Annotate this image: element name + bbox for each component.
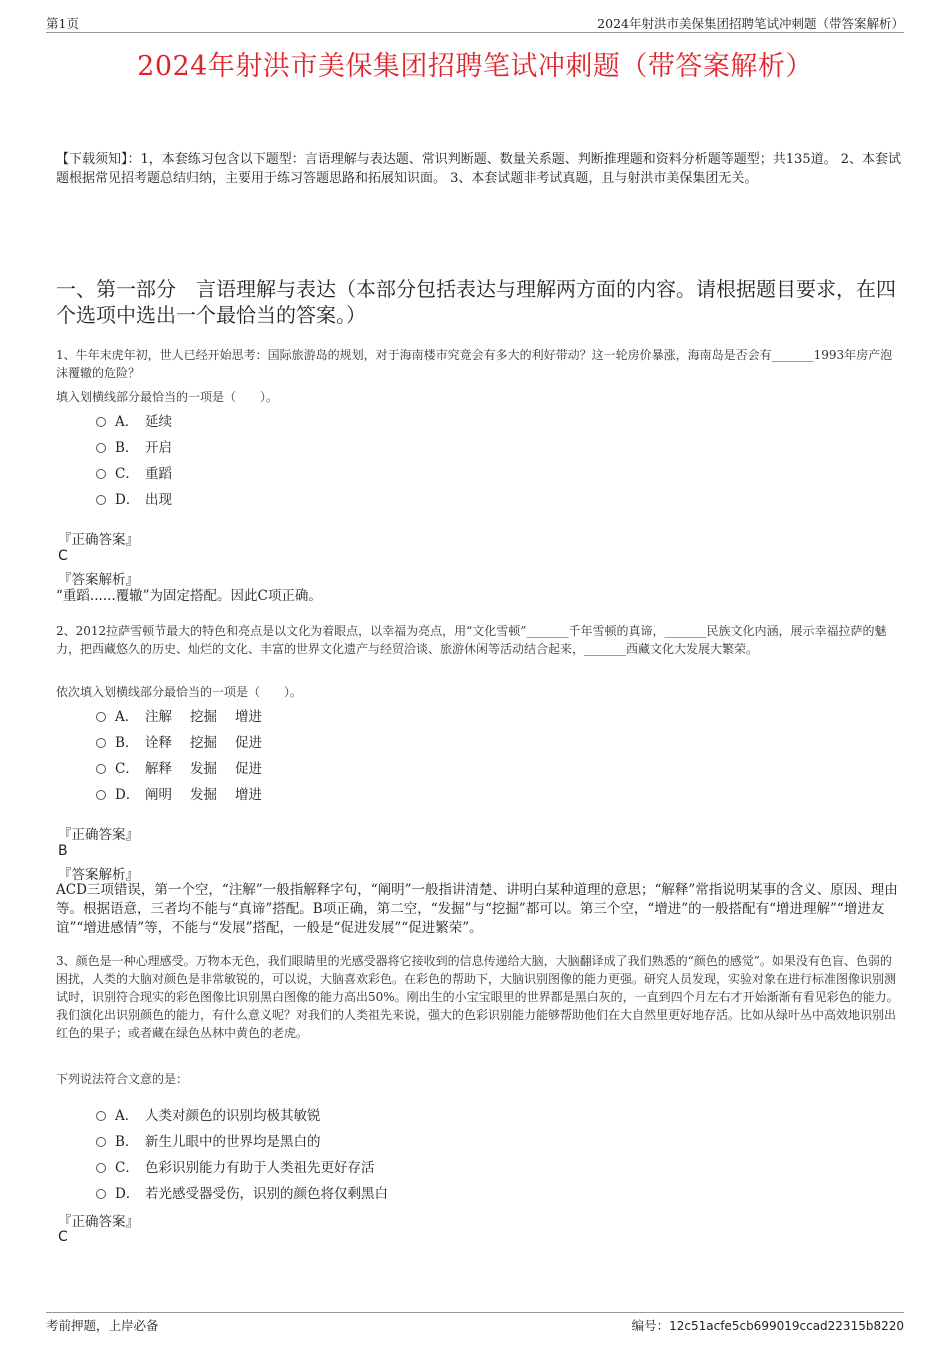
explanation-label: 『答案解析』 xyxy=(58,867,139,883)
page-number: 第1页 xyxy=(46,16,79,31)
answer-value: B xyxy=(58,843,68,859)
page-footer xyxy=(46,1312,904,1333)
question-3 xyxy=(56,952,902,1042)
option-a[interactable]: A． 人类对颜色的识别均极其敏锐 xyxy=(96,1104,321,1124)
option-c[interactable]: C． 重蹈 xyxy=(96,462,172,482)
option-d[interactable]: D． 出现 xyxy=(96,488,172,508)
answer-value: C xyxy=(58,1229,68,1245)
radio-icon[interactable] xyxy=(96,1111,106,1121)
explanation-text: ACD三项错误，第一个空，“注解”一般指解释字句，“阐明”一般指讲清楚、讲明白某种道理的意思；“解释”常指说明某事的含义、原因、理由等。根据语意，三者均不能与“真谛”搭配。B项正确，第二空，“发掘”与“挖掘”都可以。第三个空，“增进”的一般搭配有“增进理解”“增进友谊”“增进感情”等，不能与“发展”搭配，一般是“促进发展”“促进繁荣”。 xyxy=(56,882,898,936)
explanation-label: 『答案解析』 xyxy=(58,572,139,588)
radio-icon[interactable] xyxy=(96,738,106,748)
download-notice: 【下载须知】：1，本套练习包含以下题型：言语理解与表达题、常识判断题、数量关系题、判断推理题和资料分析题等题型；共135道。 2、本套试题根据常见招考题总结归纳，主要用于练习答题思路和拓展知识面。 3、本套试题非考试真题，且与射洪市美保集团无关。 xyxy=(56,152,901,186)
question-prompt: 下列说法符合文意的是： xyxy=(56,1072,189,1086)
radio-icon[interactable] xyxy=(96,443,106,453)
option-a[interactable]: A． 延续 xyxy=(96,410,172,430)
option-a[interactable]: A． 注解 挖掘 增进 xyxy=(96,705,280,725)
question-1 xyxy=(56,346,902,382)
radio-icon[interactable] xyxy=(96,712,106,722)
option-b[interactable]: B． 开启 xyxy=(96,436,172,456)
radio-icon[interactable] xyxy=(96,1137,106,1147)
document-code: 编号：12c51acfe5cb699019ccad22315b8220 xyxy=(631,1318,904,1333)
question-stem: 1、牛年末虎年初，世人已经开始思考：国际旅游岛的规划，对于海南楼市究竟会有多大的利好带动？这一轮房价暴涨，海南岛是否会有_______1993年房产泡沫覆辙的危险？ xyxy=(56,348,893,380)
radio-icon[interactable] xyxy=(96,495,106,505)
radio-icon[interactable] xyxy=(96,469,106,479)
radio-icon[interactable] xyxy=(96,764,106,774)
option-b[interactable]: B． 诠释 挖掘 促进 xyxy=(96,731,280,751)
question-stem: 2、2012拉萨雪顿节最大的特色和亮点是以文化为着眼点，以幸福为亮点，用“文化雪顿”_______千年雪顿的真谛，_______民族文化内涵，展示幸福拉萨的魅力，把西藏悠久的历史、灿烂的文化、丰富的世界文化遗产与经贸洽谈、旅游休闲等活动结合起来，_______西藏文化大发展大繁荣。 xyxy=(56,624,887,656)
answer-value: C xyxy=(58,548,68,564)
question-prompt: 填入划横线部分最恰当的一项是（ ）。 xyxy=(56,390,279,404)
explanation-text: “重蹈......覆辙”为固定搭配。因此C项正确。 xyxy=(56,588,322,604)
footer-slogan: 考前押题，上岸必备 xyxy=(46,1318,159,1333)
answer-label: 『正确答案』 xyxy=(58,532,139,548)
question-prompt: 依次填入划横线部分最恰当的一项是（ ）。 xyxy=(56,685,303,699)
answer-label: 『正确答案』 xyxy=(58,1214,139,1230)
question-2 xyxy=(56,622,902,658)
option-c[interactable]: C． 解释 发掘 促进 xyxy=(96,757,280,777)
header-doc-title: 2024年射洪市美保集团招聘笔试冲刺题（带答案解析） xyxy=(597,16,904,31)
radio-icon[interactable] xyxy=(96,417,106,427)
page-title: 2024年射洪市美保集团招聘笔试冲刺题（带答案解析） xyxy=(137,51,813,82)
option-c[interactable]: C． 色彩识别能力有助于人类祖先更好存活 xyxy=(96,1156,375,1176)
radio-icon[interactable] xyxy=(96,790,106,800)
option-d[interactable]: D． 若光感受器受伤，识别的颜色将仅剩黑白 xyxy=(96,1182,388,1202)
page-header xyxy=(46,14,904,33)
section-title: 一、第一部分 言语理解与表达（本部分包括表达与理解两方面的内容。请根据题目要求，在四个选项中选出一个最恰当的答案。） xyxy=(56,277,896,327)
radio-icon[interactable] xyxy=(96,1189,106,1199)
option-d[interactable]: D． 阐明 发掘 增进 xyxy=(96,783,280,803)
answer-label: 『正确答案』 xyxy=(58,827,139,843)
option-b[interactable]: B． 新生儿眼中的世界均是黑白的 xyxy=(96,1130,321,1150)
radio-icon[interactable] xyxy=(96,1163,106,1173)
question-stem: 3、颜色是一种心理感受。万物本无色，我们眼睛里的光感受器将它接收到的信息传递给大脑，大脑翻译成了我们熟悉的“颜色的感觉”。如果没有色盲、色弱的困扰，人类的大脑对颜色是非常敏锐的，可以说，大脑喜欢彩色。在彩色的帮助下，大脑识别图像的能力更强。研究人员发现，实验对象在进行标准图像识别测试时，识别符合现实的彩色图像比识别黑白图像的能力高出50%。刚出生的小宝宝眼里的世界都是黑白灰的，一直到四个月左右才开始渐渐有看见彩色的能力。我们演化出识别颜色的能力，有什么意义呢？对我们的人类祖先来说，强大的色彩识别能力能够帮助他们在大自然里更好地存活。比如从绿叶丛中高效地识别出红色的果子；或者藏在绿色丛林中黄色的老虎。 xyxy=(56,954,899,1040)
